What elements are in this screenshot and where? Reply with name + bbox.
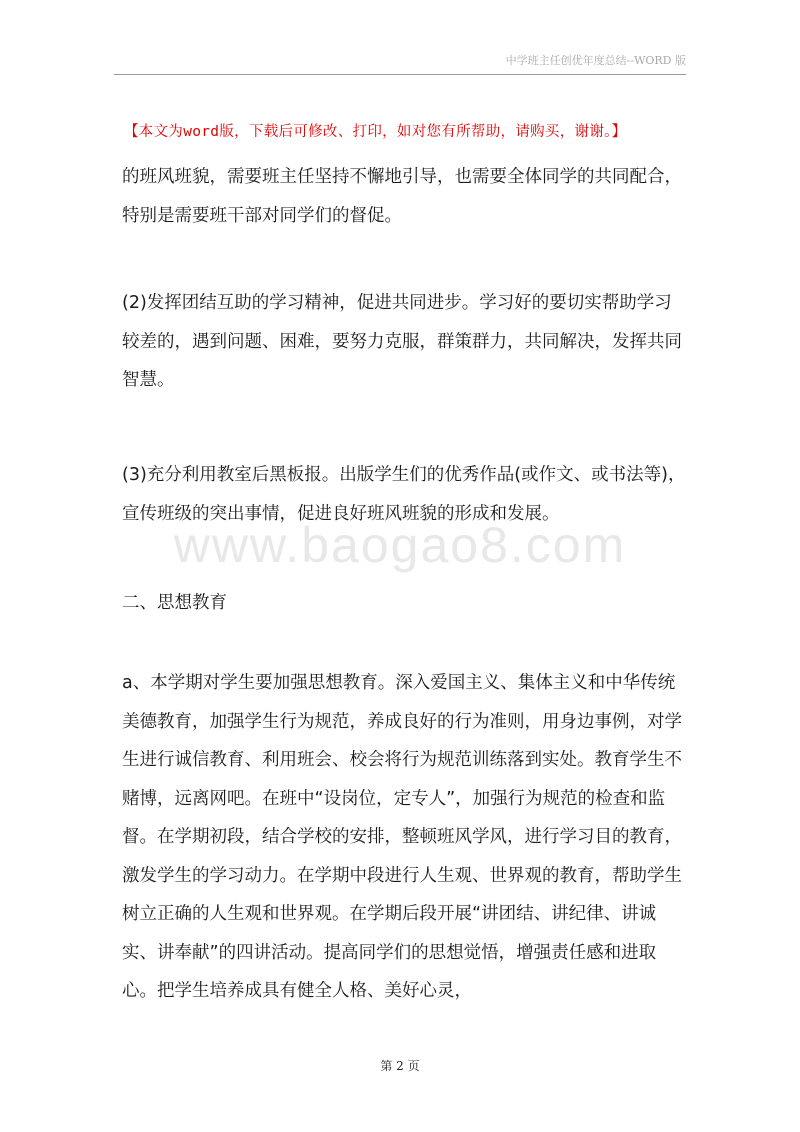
section-body: a、本学期对学生要加强思想教育。深入爱国主义、集体主义和中华传统美德教育，加强学生行为规范，养成良好的行为准则，用身边事例，对学生进行诚信教育、利用班会、校会将行为规范训练落到实处。教育学生不赌博，远离网吧。在班中“设岗位，定专人”，加强行为规范的检查和监督。在学期初段，结合学校的安排，整顿班风学风，进行学习目的教育，激发学生的学习动力。在学期中段进行人生观、世界观的教育，帮助学生树立正确的人生观和世界观。在学期后段开展“讲团结、讲纪律、讲诚实、讲奉献”的四讲活动。提高同学们的思想觉悟，增强责任感和进取心。把学生培养成具有健全人格、美好心灵， [122,673,682,1001]
page-number: 第 2 页 [380,1059,420,1073]
paragraph-3: (3)充分利用教室后黑板报。出版学生们的优秀作品(或作文、或书法等)，宣传班级的突出事情，促进良好班风班貌的形成和发展。 [122,465,686,524]
section-heading: 二、思想教育 [122,593,227,613]
watermark: www.baogao8.com [173,517,627,573]
purchase-notice: 【本文为word版，下载后可修改、打印，如对您有所帮助，请购买，谢谢。】 [124,124,627,140]
paragraph-1: 的班风班貌，需要班主任坚持不懈地引导，也需要全体同学的共同配合，特别是需要班干部对同学们的督促。 [122,167,682,226]
page-header-title: 中学班主任创优年度总结--WORD 版 [505,54,686,67]
header-divider [114,74,686,75]
paragraph-2: (2)发挥团结互助的学习精神，促进共同进步。学习好的要切实帮助学习较差的，遇到问题、困难，要努力克服，群策群力，共同解决，发挥共同智慧。 [122,293,682,390]
